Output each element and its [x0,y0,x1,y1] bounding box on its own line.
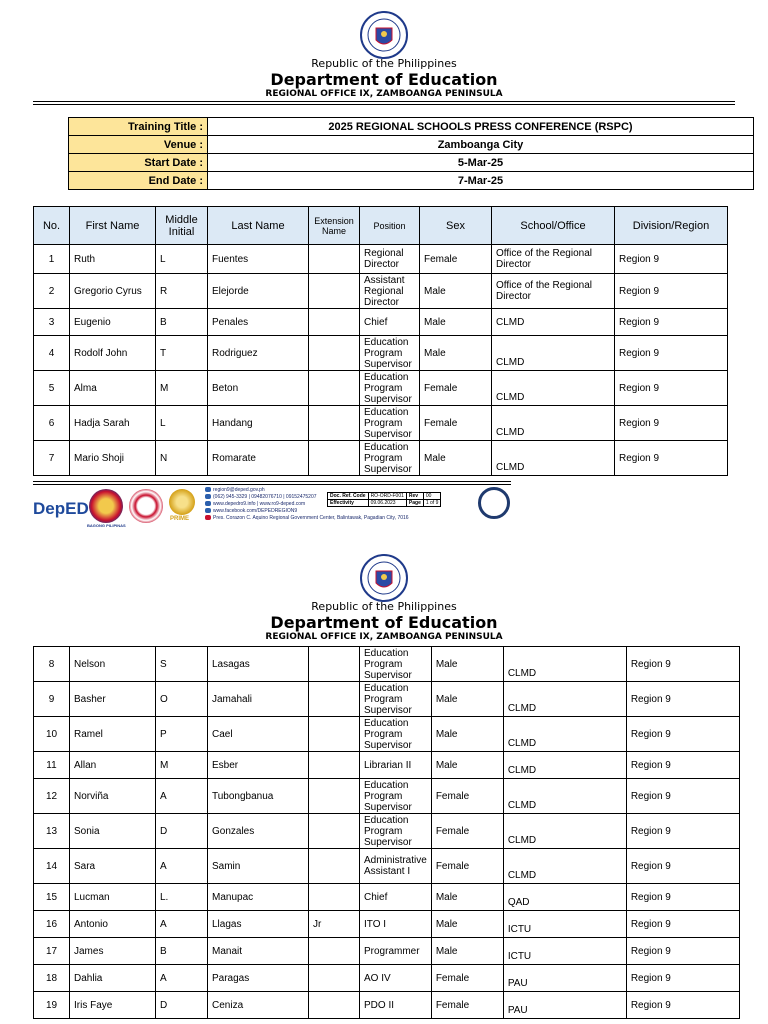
sex-cell: Male [431,647,503,682]
sex-cell: Male [420,441,492,476]
last-name-cell: Llagas [208,911,309,938]
deped-logo: DepED [33,499,89,518]
division-cell: Region 9 [615,274,728,309]
bagong-pilipinas-logo [89,489,123,523]
first-name-cell: Lucman [70,884,156,911]
middle-initial-cell: S [156,647,208,682]
row-number: 16 [34,911,70,938]
table-row [34,849,740,884]
last-name-cell: Elejorde [208,274,309,309]
division-cell: Region 9 [626,849,739,884]
row-number: 12 [34,779,70,814]
last-name-cell: Lasagas [208,647,309,682]
regional-office-logo [129,489,163,523]
position-cell: Education Program Supervisor [360,336,420,371]
row-number: 9 [34,682,70,717]
row-number: 7 [34,441,70,476]
table-row [34,911,740,938]
table-row [34,752,740,779]
extension-name-cell [309,441,360,476]
regional-office-text-page2: REGIONAL OFFICE IX, ZAMBOANGA PENINSULA [265,632,503,642]
table-row [34,965,740,992]
position-cell: Administrative Assistant I [360,849,432,884]
division-cell: Region 9 [626,752,739,779]
doc-ref-table [327,492,441,507]
table-row [34,717,740,752]
office-cell: CLMD [503,779,626,814]
middle-initial-cell: R [156,274,208,309]
extension-name-cell [309,779,360,814]
division-cell: Region 9 [626,779,739,814]
sex-cell: Male [431,938,503,965]
middle-initial-cell: A [156,849,208,884]
col-school-office: School/Office [492,207,615,245]
position-cell: Programmer [360,938,432,965]
position-cell: Education Program Supervisor [360,682,432,717]
extension-name-cell [309,992,360,1019]
extension-name-cell [309,814,360,849]
last-name-cell: Rodriguez [208,336,309,371]
position-cell: Education Program Supervisor [360,441,420,476]
republic-text-page2: Republic of the Philippines [311,600,457,613]
email-icon [205,487,211,492]
office-cell: ICTU [503,938,626,965]
phone-icon [205,494,211,499]
page-label: Page [406,500,423,507]
last-name-cell: Manupac [208,884,309,911]
division-cell: Region 9 [615,336,728,371]
col-extension-name: Extension Name [309,207,360,245]
table-row [34,682,740,717]
position-cell: Regional Director [360,245,420,274]
office-cell: CLMD [503,717,626,752]
extension-name-cell [309,849,360,884]
row-number: 17 [34,938,70,965]
table-row [34,779,740,814]
contact-facebook: www.facebook.com/DEPEDREGION9 [213,508,298,514]
office-cell: QAD [503,884,626,911]
republic-text: Republic of the Philippines [311,57,457,70]
iso-certification-logo [478,487,510,519]
prime-logo [169,489,195,515]
table-row [34,992,740,1019]
last-name-cell: Gonzales [208,814,309,849]
effectivity-label: Effectivity [328,500,369,507]
sex-cell: Male [420,336,492,371]
last-name-cell: Fuentes [208,245,309,274]
sex-cell: Female [431,849,503,884]
middle-initial-cell: P [156,717,208,752]
division-cell: Region 9 [615,309,728,336]
extension-name-cell [309,309,360,336]
contact-address: Pres. Corazon C. Aquino Regional Government Center, Balintawak, Pagadian City, 7016 [213,515,409,521]
first-name-cell: Ruth [70,245,156,274]
row-number: 5 [34,371,70,406]
division-cell: Region 9 [615,371,728,406]
table-row [34,884,740,911]
deped-seal-icon [359,10,409,60]
extension-name-cell [309,336,360,371]
start-date-label: Start Date : [69,154,208,172]
department-title: Department of Education [270,70,498,89]
effectivity-value: 09.06.2023 [368,500,406,507]
middle-initial-cell: A [156,779,208,814]
extension-name-cell [309,938,360,965]
position-cell: Education Program Supervisor [360,814,432,849]
division-cell: Region 9 [626,884,739,911]
row-number: 6 [34,406,70,441]
footer-rule-top [33,481,511,482]
middle-initial-cell: D [156,992,208,1019]
middle-initial-cell: M [156,371,208,406]
row-number: 19 [34,992,70,1019]
participants-table-page1 [33,206,728,476]
row-number: 11 [34,752,70,779]
first-name-cell: Allan [70,752,156,779]
first-name-cell: Hadja Sarah [70,406,156,441]
bagong-pilipinas-text: BAGONG PILIPINAS [87,523,126,528]
division-cell: Region 9 [626,717,739,752]
sex-cell: Male [420,309,492,336]
training-title-label: Training Title : [69,118,208,136]
end-date-label: End Date : [69,172,208,190]
row-number: 18 [34,965,70,992]
venue-value: Zamboanga City [208,136,754,154]
last-name-cell: Paragas [208,965,309,992]
doc-ref-value: RO-ORD-F001 [368,493,406,500]
office-cell: CLMD [503,814,626,849]
last-name-cell: Tubongbanua [208,779,309,814]
row-number: 4 [34,336,70,371]
web-icon [205,501,211,506]
doc-ref-label: Doc. Ref. Code [328,493,369,500]
extension-name-cell [309,717,360,752]
first-name-cell: Mario Shoji [70,441,156,476]
last-name-cell: Jamahali [208,682,309,717]
position-cell: Education Program Supervisor [360,647,432,682]
last-name-cell: Penales [208,309,309,336]
office-cell: CLMD [503,752,626,779]
contact-web: www.depedro9.info | www.ro9-deped.com [213,501,306,507]
row-number: 3 [34,309,70,336]
middle-initial-cell: M [156,752,208,779]
table-row [34,814,740,849]
middle-initial-cell: L. [156,884,208,911]
position-cell: ITO I [360,911,432,938]
header-rule-top [33,101,735,102]
department-title-page2: Department of Education [270,613,498,632]
office-cell: CLMD [503,849,626,884]
col-no: No. [34,207,70,245]
first-name-cell: Sonia [70,814,156,849]
office-cell: Office of the Regional Director [492,245,615,274]
division-cell: Region 9 [615,245,728,274]
position-cell: Education Program Supervisor [360,779,432,814]
last-name-cell: Manait [208,938,309,965]
first-name-cell: Rodolf John [70,336,156,371]
first-name-cell: Dahlia [70,965,156,992]
prime-text: PRIME [170,516,190,522]
office-cell: CLMD [503,682,626,717]
row-number: 10 [34,717,70,752]
sex-cell: Male [431,884,503,911]
training-info-table [68,117,754,190]
division-cell: Region 9 [626,682,739,717]
office-cell: PAU [503,965,626,992]
extension-name-cell [309,406,360,441]
extension-name-cell [309,682,360,717]
division-cell: Region 9 [626,992,739,1019]
row-number: 13 [34,814,70,849]
regional-office-text: REGIONAL OFFICE IX, ZAMBOANGA PENINSULA [265,89,503,99]
middle-initial-cell: O [156,682,208,717]
start-date-value: 5-Mar-25 [208,154,754,172]
first-name-cell: Sara [70,849,156,884]
sex-cell: Male [431,911,503,938]
page-value: 1 of 9 [423,500,441,507]
division-cell: Region 9 [626,965,739,992]
office-cell: CLMD [492,309,615,336]
first-name-cell: Eugenio [70,309,156,336]
sex-cell: Female [420,245,492,274]
first-name-cell: Iris Faye [70,992,156,1019]
table-row [34,245,728,274]
middle-initial-cell: L [156,406,208,441]
first-name-cell: Alma [70,371,156,406]
contact-email: region9@deped.gov.ph [213,487,265,493]
last-name-cell: Cael [208,717,309,752]
middle-initial-cell: L [156,245,208,274]
extension-name-cell [309,371,360,406]
middle-initial-cell: A [156,965,208,992]
office-cell: CLMD [492,406,615,441]
row-number: 15 [34,884,70,911]
middle-initial-cell: B [156,309,208,336]
position-cell: Education Program Supervisor [360,406,420,441]
col-division-region: Division/Region [615,207,728,245]
extension-name-cell [309,752,360,779]
first-name-cell: Norviña [70,779,156,814]
extension-name-cell [309,647,360,682]
row-number: 8 [34,647,70,682]
position-cell: Chief [360,884,432,911]
end-date-value: 7-Mar-25 [208,172,754,190]
first-name-cell: James [70,938,156,965]
position-cell: Librarian II [360,752,432,779]
sex-cell: Male [420,274,492,309]
last-name-cell: Samin [208,849,309,884]
position-cell: PDO II [360,992,432,1019]
table-row [34,406,728,441]
last-name-cell: Ceniza [208,992,309,1019]
sex-cell: Female [431,992,503,1019]
position-cell: Chief [360,309,420,336]
middle-initial-cell: B [156,938,208,965]
office-cell: ICTU [503,911,626,938]
sex-cell: Female [431,779,503,814]
sex-cell: Female [420,371,492,406]
division-cell: Region 9 [626,938,739,965]
office-cell: CLMD [492,371,615,406]
extension-name-cell [309,965,360,992]
middle-initial-cell: D [156,814,208,849]
facebook-icon [205,508,211,513]
row-number: 14 [34,849,70,884]
middle-initial-cell: N [156,441,208,476]
participants-table-page2 [33,646,740,1019]
header-rule-bottom [33,104,735,105]
sex-cell: Female [431,965,503,992]
footer-rule-bottom [33,484,511,485]
position-cell: Education Program Supervisor [360,371,420,406]
sex-cell: Female [420,406,492,441]
office-cell: CLMD [503,647,626,682]
table-row [34,938,740,965]
last-name-cell: Romarate [208,441,309,476]
first-name-cell: Nelson [70,647,156,682]
division-cell: Region 9 [615,406,728,441]
venue-label: Venue : [69,136,208,154]
row-number: 2 [34,274,70,309]
rev-value: 00 [423,493,441,500]
table-row [34,274,728,309]
division-cell: Region 9 [615,441,728,476]
table-row [34,647,740,682]
extension-name-cell [309,274,360,309]
division-cell: Region 9 [626,814,739,849]
office-cell: CLMD [492,441,615,476]
sex-cell: Male [431,752,503,779]
row-number: 1 [34,245,70,274]
table-row [34,309,728,336]
first-name-cell: Antonio [70,911,156,938]
training-title-value: 2025 REGIONAL SCHOOLS PRESS CONFERENCE (RSPC) [208,118,754,136]
col-middle-initial: Middle Initial [156,207,208,245]
table-row [34,371,728,406]
office-cell: PAU [503,992,626,1019]
position-cell: Assistant Regional Director [360,274,420,309]
sex-cell: Female [431,814,503,849]
deped-seal-icon-page2 [359,553,409,603]
col-first-name: First Name [70,207,156,245]
table-row [34,441,728,476]
first-name-cell: Basher [70,682,156,717]
office-cell: Office of the Regional Director [492,274,615,309]
last-name-cell: Esber [208,752,309,779]
extension-name-cell [309,884,360,911]
middle-initial-cell: A [156,911,208,938]
division-cell: Region 9 [626,911,739,938]
document-footer [33,481,513,531]
col-last-name: Last Name [208,207,309,245]
sex-cell: Male [431,682,503,717]
last-name-cell: Handang [208,406,309,441]
first-name-cell: Gregorio Cyrus [70,274,156,309]
extension-name-cell: Jr [309,911,360,938]
col-sex: Sex [420,207,492,245]
rev-label: Rev [406,493,423,500]
location-icon [205,515,211,520]
extension-name-cell [309,245,360,274]
position-cell: AO IV [360,965,432,992]
last-name-cell: Beton [208,371,309,406]
office-cell: CLMD [492,336,615,371]
first-name-cell: Ramel [70,717,156,752]
sex-cell: Male [431,717,503,752]
table-row [34,336,728,371]
division-cell: Region 9 [626,647,739,682]
col-position: Position [360,207,420,245]
contact-phone: (062) 945-3329 | 09482076710 | 09152475207 [213,494,317,500]
position-cell: Education Program Supervisor [360,717,432,752]
middle-initial-cell: T [156,336,208,371]
